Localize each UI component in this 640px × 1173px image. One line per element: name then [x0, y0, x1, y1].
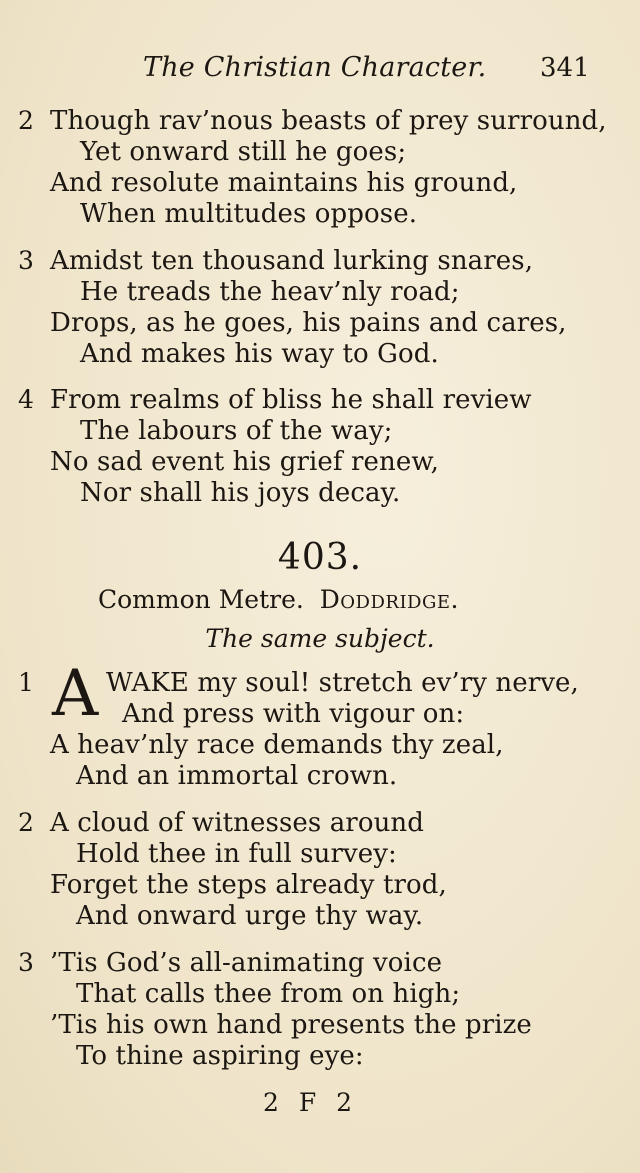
verse-line: The labours of the way; — [80, 416, 393, 446]
drop-cap: A — [52, 657, 99, 731]
verse-line: And resolute maintains his ground, — [50, 168, 518, 198]
verse-line: Forget the steps already trod, — [50, 870, 447, 900]
page-header — [0, 52, 640, 88]
verse-number: 1 — [18, 668, 34, 697]
hymn-metre: Common Metre. — [98, 585, 304, 614]
verse-line: WAKE my soul! stretch ev’ry nerve, — [106, 668, 579, 698]
verse-line: And onward urge thy way. — [76, 901, 424, 931]
verse-line: And press with vigour on: — [122, 699, 465, 729]
verse-line: From realms of bliss he shall review — [50, 385, 532, 415]
running-title: The Christian Character. — [143, 52, 487, 83]
page-number: 341 — [540, 53, 590, 83]
verse-line: No sad event his grief renew, — [50, 447, 439, 477]
verse-line: He treads the heav’nly road; — [80, 277, 460, 307]
verse-line: A heav’nly race demands thy zeal, — [50, 730, 504, 760]
verse-line: Drops, as he goes, his pains and cares, — [50, 308, 567, 338]
hymn-subject: The same subject. — [205, 624, 435, 653]
verse-line: Hold thee in full survey: — [76, 839, 397, 869]
hymn-number: 403. — [277, 537, 363, 578]
verse-number: 2 — [18, 808, 34, 837]
verse-number: 2 — [18, 106, 34, 135]
verse-line: Nor shall his joys decay. — [80, 478, 401, 508]
verse-number: 4 — [18, 385, 34, 414]
verse-line: Amidst ten thousand lurking snares, — [50, 246, 534, 276]
hymn-meta — [98, 585, 459, 614]
verse-line: And makes his way to God. — [80, 339, 439, 369]
verse-number: 3 — [18, 246, 34, 275]
verse-line: That calls thee from on high; — [76, 979, 461, 1009]
signature-mark: 2 F 2 — [263, 1088, 359, 1117]
verse-line: Though rav’nous beasts of prey surround, — [50, 106, 607, 136]
verse-line: ’Tis God’s all-animating voice — [50, 948, 443, 978]
verse-number: 3 — [18, 948, 34, 977]
verse-line: A cloud of witnesses around — [50, 808, 425, 838]
verse-line: Yet onward still he goes; — [80, 137, 407, 167]
verse-line: ’Tis his own hand presents the prize — [50, 1010, 532, 1040]
verse-line: To thine aspiring eye: — [76, 1041, 364, 1071]
verse-line: When multitudes oppose. — [80, 199, 418, 229]
hymn-author: Doddridge. — [319, 585, 459, 614]
verse-line: And an immortal crown. — [76, 761, 398, 791]
